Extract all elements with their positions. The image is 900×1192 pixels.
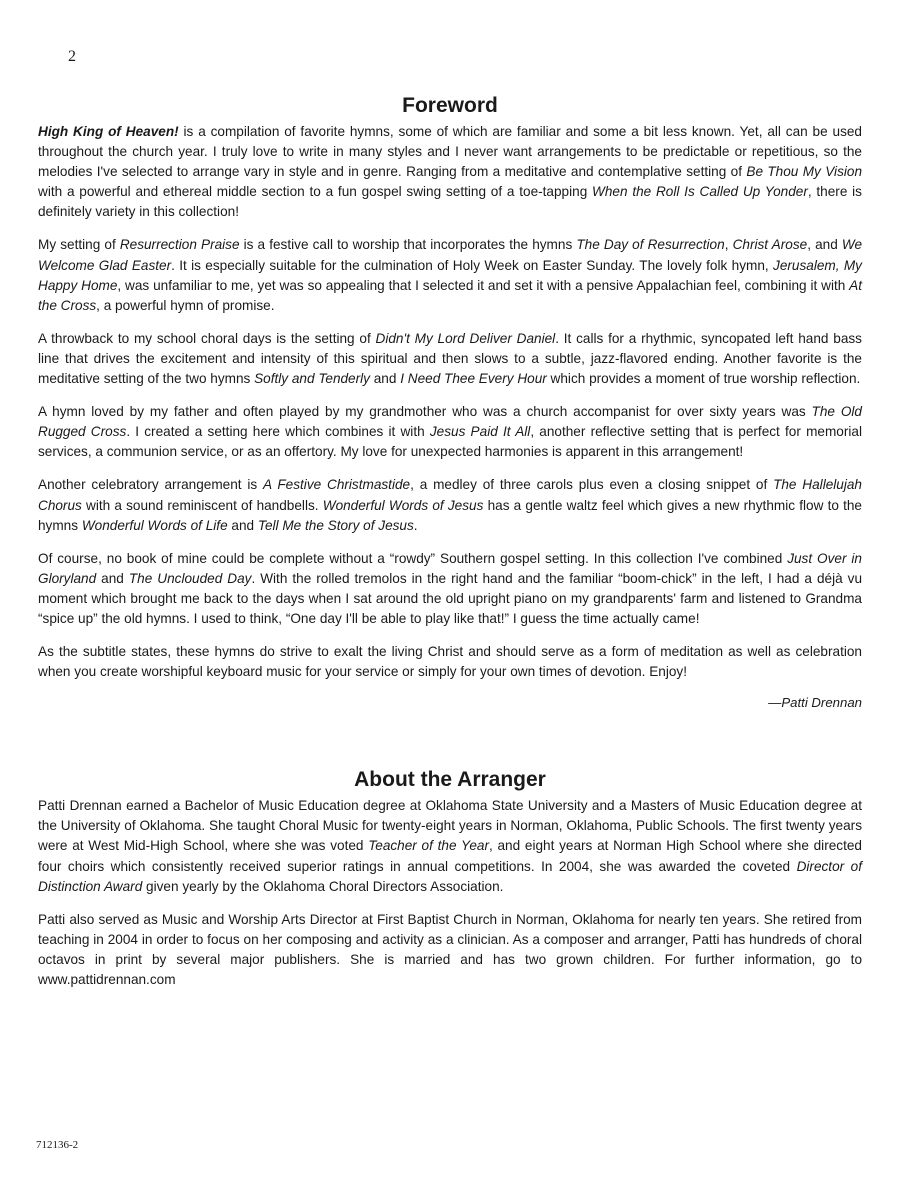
foreword-paragraph-7: As the subtitle states, these hymns do strive to exalt the living Christ and should serve as a form of meditation as well as celebration when you create worshipful keyboard music for your service or simply for your own times of devotion. Enjoy!: [38, 644, 862, 680]
page-number: 2: [68, 48, 76, 65]
foreword-heading: Foreword: [402, 94, 498, 117]
foreword-paragraph-1: High King of Heaven! is a compilation of favorite hymns, some of which are familiar and some a bit less known. Yet, all can be used throughout the church year. I truly love to write in many styles and I never want arrangements to be predictable or repetitious, so the melodies I've selected to arrange vary in style and in genre. Ranging from a meditative and contemplative setting of Be Thou My Vision with a powerful and ethereal middle section to a fun gospel swing setting of a toe-tapping When the Roll Is Called Up Yonder, there is definitely variety in this collection!: [38, 124, 863, 220]
arranger-paragraph-2: Patti also served as Music and Worship Arts Director at First Baptist Church in Norman, Oklahoma for nearly ten years. She retired from teaching in 2004 in order to focus on her composing and activity as a clinician. As a composer and arranger, Patti has hundreds of choral octavos in print by several major publishers. She is married and has two grown children. For further information, go to www.pattidrennan.com: [38, 911, 862, 987]
foreword-paragraph-6: Of course, no book of mine could be complete without a “rowdy” Southern gospel setting. In this collection I've combined Just Over in Gloryland and The Unclouded Day. With the rolled tremolos in the right hand and the familiar “boom-chick” in the left, I had a déjà vu moment which brought me back to the days when I sat around the old upright piano on my grandparents' farm and listened to Grandma “spice up” the old hymns. I used to think, “One day I'll be able to play like that!” I guess the time actually came!: [38, 550, 863, 626]
arranger-heading: About the Arranger: [354, 768, 546, 792]
foreword-paragraph-4: A hymn loved by my father and often played by my grandmother who was a church accompanist for over sixty years was The Old Rugged Cross. I created a setting here which combines it with Jesus Paid It All, another reflective setting that is perfect for memorial services, a communion service, or as an offertory. My love for unexpected harmonies is apparent in this arrangement!: [38, 404, 862, 460]
foreword-paragraph-5: Another celebratory arrangement is A Festive Christmastide, a medley of three carols plus even a closing snippet of The Hallelujah Chorus with a sound reminiscent of handbells. Wonderful Words of Jesus has a gentle waltz feel which gives a new rhythmic flow to the hymns Wonderful Words of Life and Tell Me the Story of Jesus.: [38, 477, 862, 533]
book-title: High King of Heaven!: [38, 124, 179, 139]
arranger-paragraph-1: Patti Drennan earned a Bachelor of Music Education degree at Oklahoma State University and a Masters of Music Education degree at the University of Oklahoma. She taught Choral Music for twenty-eight years in Norman, Oklahoma, Public Schools. The first twenty years were at West Mid-High School, where she was voted Teacher of the Year, and eight years at Norman High School where she directed four choirs which consistently received superior ratings in annual competitions. In 2004, she was awarded the coveted Director of Distinction Award given yearly by the Oklahoma Choral Directors Association.: [38, 798, 862, 894]
page-content: [38, 94, 862, 1003]
foreword-paragraph-2: My setting of Resurrection Praise is a festive call to worship that incorporates the hymns The Day of Resurrection, Christ Arose, and We Welcome Glad Easter. It is especially suitable for the culmination of Holy Week on Easter Sunday. The lovely folk hymn, Jerusalem, My Happy Home, was unfamiliar to me, yet was so appealing that I selected it and set it with a pensive Appalachian feel, combining it with At the Cross, a powerful hymn of promise.: [38, 237, 863, 313]
signature: —Patti Drennan: [768, 695, 862, 711]
footer-code: 712136-2: [36, 1139, 79, 1151]
foreword-paragraph-3: A throwback to my school choral days is the setting of Didn't My Lord Deliver Daniel. It calls for a rhythmic, syncopated left hand bass line that drives the excitement and intensity of this spiritual and then slows to a subtle, jazz-flavored ending. Another favorite is the meditative setting of the two hymns Softly and Tenderly and I Need Thee Every Hour which provides a moment of true worship reflection.: [38, 330, 862, 387]
